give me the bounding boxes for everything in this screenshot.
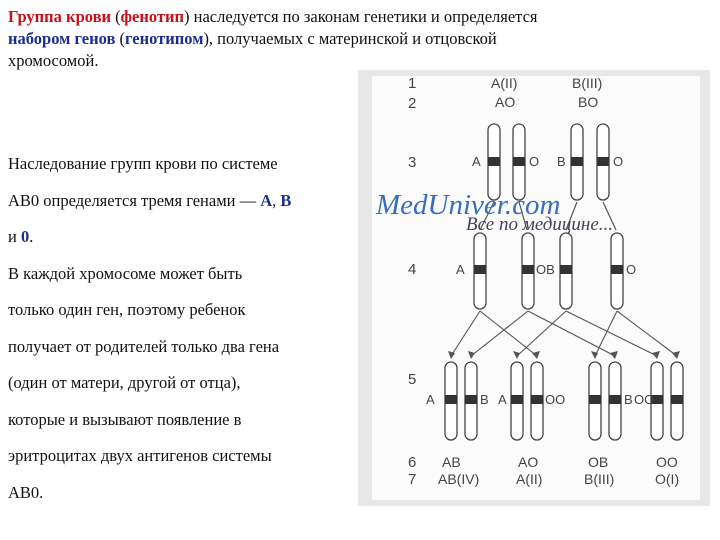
parent-phenotype-father: B(III) — [572, 75, 603, 91]
offspring-phenotype: AB(IV) — [438, 471, 480, 487]
offspring-phenotype: O(I) — [655, 471, 680, 487]
body-line: эритроцитах двух антигенов системы — [8, 446, 272, 465]
offspring-genotype: AO — [518, 454, 539, 470]
gene-a: А — [260, 190, 273, 210]
gene-locus — [474, 265, 486, 274]
row-number-1: 1 — [408, 75, 417, 92]
body-line: получает от родителей только два гена — [8, 336, 280, 356]
gene-label: O — [613, 154, 624, 169]
gene-label: OO — [634, 392, 655, 407]
term-blood-group: Группа крови — [8, 7, 111, 26]
body-line: Наследование групп крови по системе — [8, 154, 278, 173]
gene-b: В — [280, 190, 292, 210]
gene-label: A — [472, 154, 481, 169]
gene-locus — [671, 395, 683, 404]
gene-label: OO — [545, 392, 566, 407]
gene-locus — [560, 265, 572, 274]
row-number-2: 2 — [408, 95, 417, 112]
row-number-4: 4 — [408, 261, 417, 278]
gene-label: A — [498, 392, 507, 407]
body-text: . — [29, 227, 34, 246]
body-text: , — [272, 190, 281, 210]
gene-label: B — [480, 392, 489, 407]
gene-label: O — [626, 262, 637, 277]
gene-locus — [465, 395, 477, 404]
gene-locus — [522, 265, 534, 274]
offspring-genotype: OB — [588, 454, 609, 470]
body-line: В каждой хромосоме может быть — [8, 263, 243, 283]
row-number-7: 7 — [408, 471, 417, 488]
parent-genotype-mother: AO — [495, 94, 516, 110]
intro-text: ( — [111, 7, 121, 26]
gene-locus — [611, 265, 623, 274]
parent-genotype-father: BO — [578, 94, 599, 110]
term-gene-set: набором генов — [8, 29, 116, 48]
term-phenotype: фенотип — [120, 7, 185, 26]
gene-label: A — [426, 392, 435, 407]
gene-locus — [589, 395, 601, 404]
intro-line-1 — [8, 6, 708, 28]
body-line: АВ0. — [8, 482, 44, 502]
gene-label: B — [624, 392, 633, 407]
term-genotype: генотипом — [125, 29, 204, 48]
parent-phenotype-mother: A(II) — [491, 75, 518, 91]
inheritance-diagram — [358, 70, 710, 506]
row-number-3: 3 — [408, 154, 417, 171]
gene-locus — [571, 157, 583, 166]
gene-label: O — [529, 154, 540, 169]
gene-locus — [511, 395, 523, 404]
intro-text: ( — [115, 29, 125, 48]
intro-paragraph — [8, 6, 708, 72]
intro-text: ) наследуется по законам генетики и определяется — [184, 7, 538, 26]
gene-locus — [513, 157, 525, 166]
body-text: и — [8, 227, 21, 246]
watermark-title: MedUniver.com — [376, 189, 561, 221]
gene-label: A — [456, 262, 465, 277]
body-text: АВ0 определяется тремя генами — — [8, 190, 261, 210]
gene-label: OB — [536, 262, 555, 277]
gene-locus — [445, 395, 457, 404]
watermark-subtitle: Все по медицине... — [466, 214, 614, 235]
body-line: только один ген, поэтому ребенок — [8, 300, 246, 319]
body-line: которые и вызывают появление в — [8, 409, 242, 429]
gene-locus — [531, 395, 543, 404]
offspring-phenotype: B(III) — [584, 471, 615, 487]
intro-text: ), получаемых с материнской и отцовской — [203, 29, 497, 48]
intro-line-2 — [8, 28, 708, 50]
offspring-phenotype: A(II) — [516, 471, 543, 487]
gene-locus — [597, 157, 609, 166]
row-number-5: 5 — [408, 371, 417, 388]
offspring-genotype: AB — [442, 454, 461, 470]
body-line — [8, 183, 358, 220]
gene-locus — [488, 157, 500, 166]
gene-0: 0 — [20, 227, 30, 246]
body-line — [8, 219, 358, 256]
intro-line-3: хромосомой. — [8, 51, 99, 70]
inheritance-diagram-svg — [358, 70, 710, 506]
body-line: (один от матери, другой от отца), — [8, 373, 241, 392]
gene-locus — [609, 395, 621, 404]
offspring-genotype: OO — [656, 454, 678, 470]
inheritance-explanation — [8, 146, 358, 511]
gene-label: B — [557, 154, 566, 169]
row-number-6: 6 — [408, 454, 417, 471]
